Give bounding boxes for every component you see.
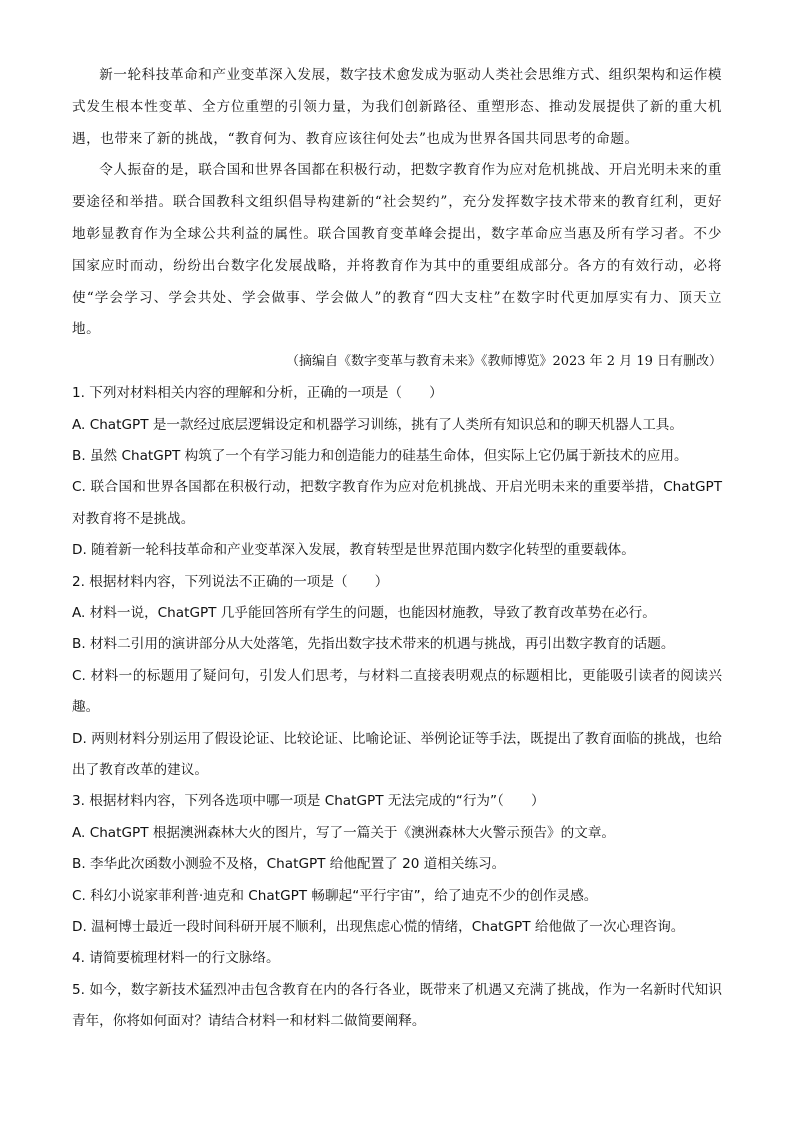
question-2-stem: 2. 根据材料内容，下列说法不正确的一项是（ ） (72, 573, 389, 590)
passage-paragraph-2: 令人振奋的是，联合国和世界各国都在积极行动，把数字教育作为应对危机挑战、开启光明未来的重要途径和举措。联合国教科文组织倡导构建新的“社会契约”，充分发挥数字技术带来的教育红利，更好地彰显教育作为全球公共利益的属性。联合国教育变革峰会提出，数字革命应当惠及所有学习者。不少国家应时而动，纷纷出台数字化发展战略，并将教育作为其中的重要组成部分。各方的有效行动，必将使“学会学习、学会共处、学会做事、学会做人”的教育“四大支柱”在数字时代更加厚实有力、顶天立地。 (72, 162, 722, 338)
passage-source: （摘编自《数字变革与教育未来》《教师博览》2023 年 2 月 19 日有删改） (285, 354, 722, 370)
question-3-option-c: C. 科幻小说家菲利普·迪克和 ChatGPT 畅聊起“平行宇宙”，给了迪克不少的创作灵感。 (72, 887, 598, 904)
question-2-option-c: C. 材料一的标题用了疑问句，引发人们思考，与材料二直接表明观点的标题相比，更能吸引读者的阅读兴趣。 (72, 667, 722, 716)
question-1-option-b: B. 虽然 ChatGPT 构筑了一个有学习能力和创造能力的硅基生命体，但实际上它仍属于新技术的应用。 (72, 447, 688, 464)
question-3-option-d: D. 温柯博士最近一段时间科研开展不顺利，出现焦虑心慌的情绪，ChatGPT 给他做了一次心理咨询。 (72, 919, 685, 936)
question-3-option-a: A. ChatGPT 根据澳洲森林大火的图片，写了一篇关于《澳洲森林大火警示预告》的文章。 (72, 824, 616, 841)
question-3-option-b: B. 李华此次函数小测验不及格，ChatGPT 给他配置了 20 道相关练习。 (72, 856, 506, 873)
question-1-option-c: C. 联合国和世界各国都在积极行动，把数字教育作为应对危机挑战、开启光明未来的重要举措，ChatGPT 对教育将不是挑战。 (72, 479, 722, 527)
question-1-option-d: D. 随着新一轮科技革命和产业变革深入发展，教育转型是世界范围内数字化转型的重要载体。 (72, 542, 635, 559)
document-page (72, 60, 722, 1038)
question-3-stem: 3. 根据材料内容，下列各选项中哪一项是 ChatGPT 无法完成的“行为”（ ） (72, 793, 545, 810)
question-2-option-b: B. 材料二引用的演讲部分从大处落笔，先指出数字技术带来的机遇与挑战，再引出数字教育的话题。 (72, 636, 675, 653)
question-5: 5. 如今，数字新技术猛烈冲击包含教育在内的各行各业，既带来了机遇又充满了挑战，作为一名新时代知识青年，你将如何面对？请结合材料一和材料二做简要阐释。 (72, 981, 722, 1030)
passage-paragraph-1: 新一轮科技革命和产业变革深入发展，数字技术愈发成为驱动人类社会思维方式、组织架构和运作模式发生根本性变革、全方位重塑的引领力量，为我们创新路径、重塑形态、推动发展提供了新的重大机遇，也带来了新的挑战，“教育何为、教育应该往何处去”也成为世界各国共同思考的命题。 (72, 67, 722, 147)
question-1-option-a: A. ChatGPT 是一款经过底层逻辑设定和机器学习训练，挑有了人类所有知识总和的聊天机器人工具。 (72, 416, 683, 433)
question-1-stem: 1. 下列对材料相关内容的理解和分析，正确的一项是（ ） (72, 385, 443, 402)
question-2-option-d: D. 两则材料分别运用了假设论证、比较论证、比喻论证、举例论证等手法，既提出了教育面临的挑战，也给出了教育改革的建议。 (72, 730, 722, 779)
question-4: 4. 请简要梳理材料一的行文脉络。 (72, 950, 280, 967)
question-2-option-a: A. 材料一说，ChatGPT 几乎能回答所有学生的问题，也能因材施教，导致了教育改革势在必行。 (72, 605, 656, 622)
